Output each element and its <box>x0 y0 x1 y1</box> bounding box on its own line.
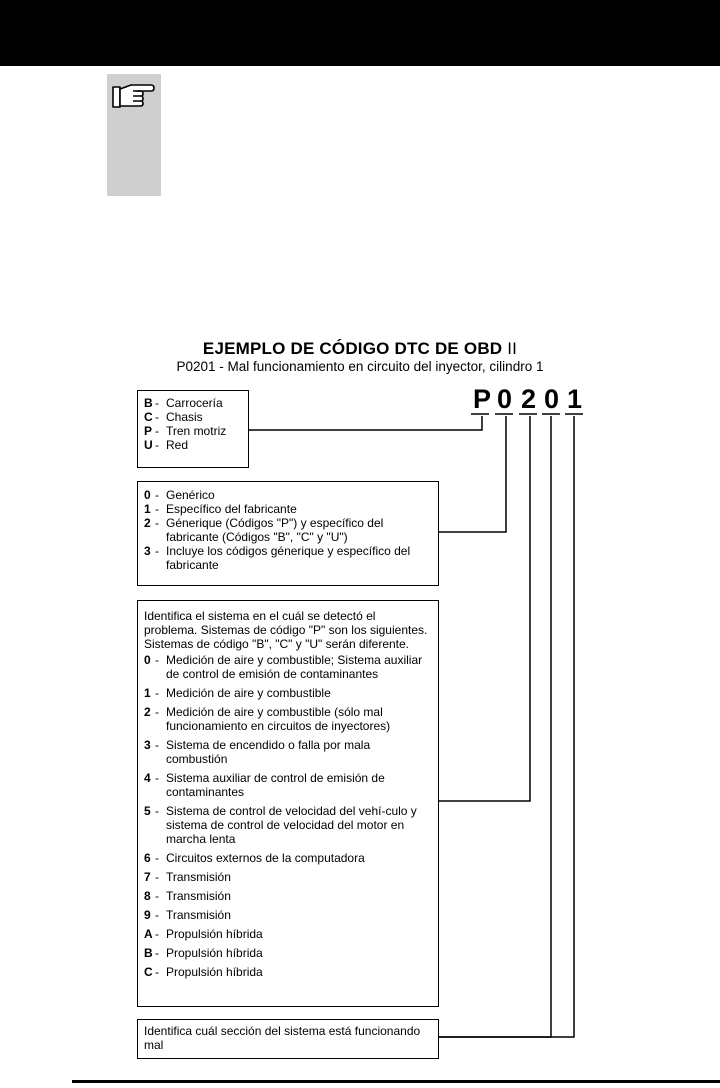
list-item: C - Chasis <box>144 410 203 424</box>
list-item: 0 - Genérico <box>144 488 215 502</box>
subsystem-intro: Identifica el sistema en el cuál se detectó el problema. Sistemas de código "P" son los siguientes. Sistemas de código "B", "C" y "U" serán diferente. <box>144 609 428 651</box>
list-item: B - Propulsión híbrida <box>144 946 263 960</box>
diagram-title-suffix: II <box>507 339 518 358</box>
list-item: 9 - Transmisión <box>144 908 231 922</box>
list-item: U - Red <box>144 438 189 452</box>
section-text: Identifica cuál sección del sistema está funcionando mal <box>144 1024 421 1052</box>
diagram-subtitle: P0201 - Mal funcionamiento en circuito del inyector, cilindro 1 <box>176 359 544 374</box>
list-item: A - Propulsión híbrida <box>144 927 263 941</box>
list-item: 1 - Medición de aire y combustible <box>144 686 331 700</box>
code-digit-0b: 0 <box>544 384 560 414</box>
list-item: P - Tren motriz <box>144 424 227 438</box>
list-item: 3 - Sistema de encendido o falla por mala combustión <box>144 738 371 766</box>
list-item: 8 - Transmisión <box>144 889 231 903</box>
diagram-title-main: EJEMPLO DE CÓDIGO DTC DE OBD <box>202 339 503 358</box>
list-item: 7 - Transmisión <box>144 870 231 884</box>
list-item: 3 - Incluye los códigos génerique y específico del fabricante <box>144 544 411 572</box>
list-item: 1 - Específico del fabricante <box>144 502 297 516</box>
box-system-type <box>137 390 249 468</box>
list-item: 4 - Sistema auxiliar de control de emisión de contaminantes <box>144 771 385 799</box>
list-item: 5 - Sistema de control de velocidad del vehí-culo y sistema de control de velocidad del motor en marcha lenta <box>144 804 417 846</box>
list-item: 2 - Medición de aire y combustible (sólo mal funcionamiento en circuitos de inyectores) <box>144 705 391 733</box>
list-item: B - Carrocería <box>144 396 223 410</box>
box-code-type <box>137 481 439 586</box>
list-item: C - Propulsión híbrida <box>144 965 263 979</box>
list-item: 2 - Génerique (Códigos "P") y específico del fabricante (Códigos "B", "C" y "U") <box>144 516 384 544</box>
footer-line <box>72 1080 720 1083</box>
code-digit-p: P <box>473 384 492 414</box>
code-digit-0a: 0 <box>497 384 513 414</box>
code-digit-2: 2 <box>521 384 537 414</box>
box-subsystem <box>137 600 439 1007</box>
box-section <box>137 1019 439 1059</box>
code-digit-1: 1 <box>567 384 583 414</box>
list-item: 0 - Medición de aire y combustible; Sistema auxiliar de control de emisión de contaminantes <box>144 653 423 681</box>
list-item: 6 - Circuitos externos de la computadora <box>144 851 365 865</box>
